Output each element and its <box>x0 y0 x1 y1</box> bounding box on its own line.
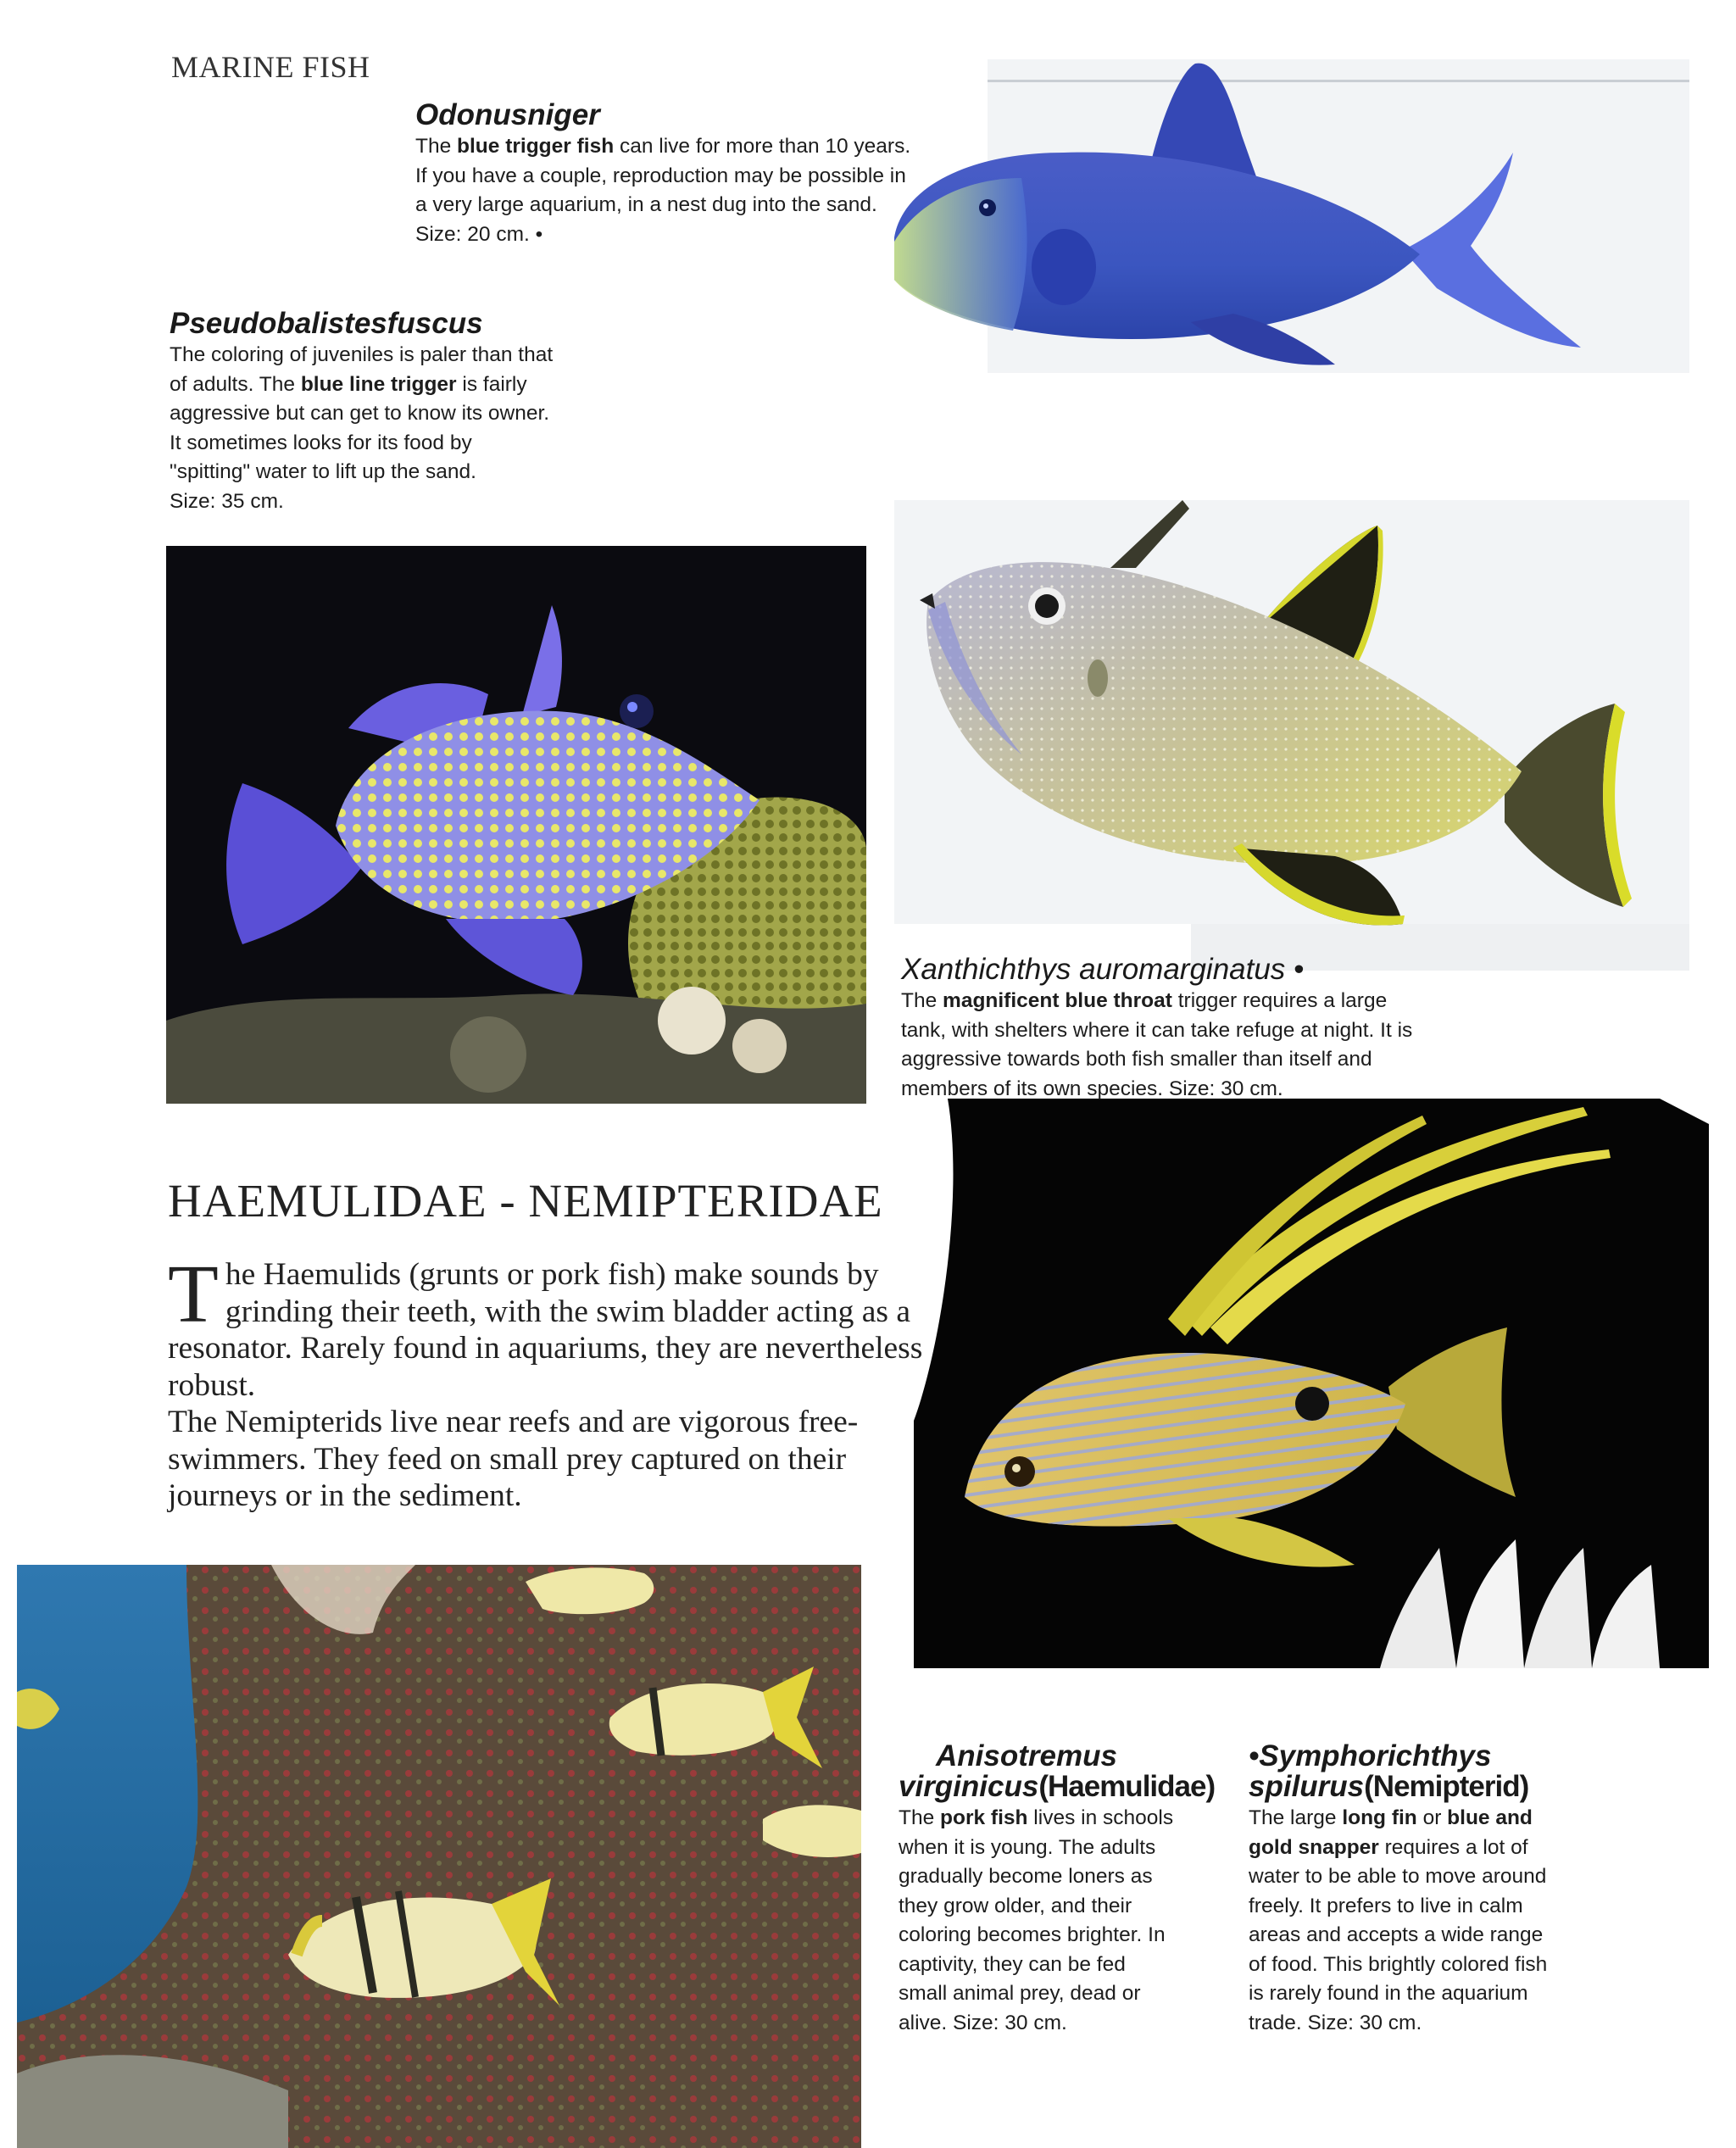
symphorichthys-entry <box>1249 1741 1622 2038</box>
species-caption <box>170 341 627 516</box>
caption-text: a very large aquarium, in a nest dug into the sand. <box>415 193 877 216</box>
species-title: Pseudobalistesfuscus <box>170 307 483 340</box>
species-title: Odonusniger <box>415 98 600 131</box>
caption-text: It sometimes looks for its food by <box>170 431 472 454</box>
symphorichthys-photo <box>914 1099 1709 1668</box>
caption-line <box>901 1045 1511 1075</box>
caption-line <box>899 1979 1238 2009</box>
species-name-italic: virginicus <box>899 1770 1039 1803</box>
caption-line <box>1249 1862 1622 1892</box>
caption-text: trade. Size: 30 cm. <box>1249 2011 1422 2034</box>
section-intro <box>168 1249 948 1515</box>
caption-text: The <box>415 135 458 158</box>
caption-text: when it is young. The adults <box>899 1835 1156 1859</box>
species-title-line2 <box>1249 1772 1622 1802</box>
caption-text: trigger requires a large <box>1171 989 1388 1012</box>
caption-line <box>1249 1892 1622 1922</box>
odonus-niger-entry <box>415 98 992 249</box>
species-title-line2 <box>899 1772 1238 1802</box>
caption-text: water to be able to move around <box>1249 1865 1547 1888</box>
intro-paragraph-1 <box>168 1249 948 1404</box>
caption-text: small animal prey, dead or <box>899 1982 1141 2005</box>
species-title <box>1249 1741 1622 1802</box>
caption-text: The coloring of juveniles is paler than that <box>170 343 554 366</box>
caption-bold-phrase: pork fish <box>940 1806 1028 1829</box>
caption-line <box>170 429 627 459</box>
caption-line <box>415 220 992 250</box>
caption-bold-phrase: long fin <box>1342 1806 1417 1829</box>
caption-text: members of its own species. Size: 30 cm. <box>901 1077 1283 1100</box>
caption-text: can live for more than 10 years. <box>614 135 911 158</box>
caption-text: alive. Size: 30 cm. <box>899 2011 1067 2034</box>
caption-text: freely. It prefers to live in calm <box>1249 1894 1523 1917</box>
caption-text: The large <box>1249 1806 1343 1829</box>
caption-line <box>415 132 992 162</box>
species-caption <box>901 987 1511 1104</box>
running-head: MARINE FISH <box>171 50 370 84</box>
caption-text: they grow older, and their <box>899 1894 1132 1917</box>
species-title <box>899 1741 1238 1802</box>
caption-text: Size: 35 cm. <box>170 489 284 513</box>
caption-text: aggressive towards both fish smaller than itself and <box>901 1048 1372 1071</box>
anisotremus-photo <box>17 1565 861 2148</box>
caption-line <box>170 399 627 429</box>
caption-line <box>901 987 1511 1016</box>
pseudobalistes-fuscus-entry <box>170 307 627 516</box>
pseudobalistes-fuscus-photo <box>166 546 866 1104</box>
odonus-niger-photo <box>894 59 1689 373</box>
section-heading: HAEMULIDAE - NEMIPTERIDAE <box>168 1175 883 1227</box>
caption-line <box>1249 1834 1622 1863</box>
caption-line <box>170 458 627 487</box>
caption-line <box>899 1834 1238 1863</box>
caption-line <box>899 1862 1238 1892</box>
xanthichthys-entry <box>901 953 1511 1104</box>
caption-text: gradually become loners as <box>899 1865 1153 1888</box>
caption-text: tank, with shelters where it can take refuge at night. It is <box>901 1018 1413 1042</box>
family-name: (Nemipterid) <box>1364 1770 1529 1803</box>
caption-line <box>1249 1921 1622 1950</box>
anisotremus-entry <box>899 1741 1238 2038</box>
caption-line <box>170 341 627 370</box>
caption-line <box>415 191 992 220</box>
caption-line <box>170 487 627 517</box>
caption-bold-phrase: gold snapper <box>1249 1835 1379 1859</box>
intro-paragraph-2: The Nemipterids live near reefs and are vigorous free-swimmers. They feed on small prey captured on their journeys or in the sediment. <box>168 1405 859 1513</box>
caption-text: areas and accepts a wide range <box>1249 1923 1544 1946</box>
intro-paragraph-1-text: he Haemulids (grunts or pork fish) make sounds by grinding their teeth, with the swim bladder acting as a resonator. Rarely found in aquariums, they are nevertheless robust. <box>168 1257 923 1403</box>
species-title-line1: •Symphorichthys <box>1249 1739 1492 1772</box>
caption-text: aggressive but can get to know its owner. <box>170 402 550 425</box>
caption-line <box>415 162 992 192</box>
caption-text: of food. This brightly colored fish <box>1249 1952 1548 1976</box>
caption-bold-phrase: magnificent blue throat <box>943 989 1172 1012</box>
caption-line <box>901 1016 1511 1046</box>
caption-text: is rarely found in the aquarium <box>1249 1982 1528 2005</box>
caption-line <box>899 2009 1238 2039</box>
caption-text: Size: 20 cm. • <box>415 222 543 246</box>
caption-bold-phrase: blue trigger fish <box>457 135 615 158</box>
caption-text: The <box>901 989 943 1012</box>
caption-text: requires a lot of <box>1378 1835 1528 1859</box>
caption-text: coloring becomes brighter. In <box>899 1923 1166 1946</box>
caption-text: of adults. The <box>170 372 301 396</box>
caption-bold-phrase: blue line trigger <box>300 372 457 396</box>
caption-line <box>1249 1950 1622 1980</box>
caption-bold-phrase: blue and <box>1447 1806 1533 1829</box>
species-name-italic: spilurus <box>1249 1770 1365 1803</box>
caption-line <box>901 1075 1511 1105</box>
caption-text: If you have a couple, reproduction may be possible in <box>415 164 906 187</box>
caption-text: captivity, they can be fed <box>899 1952 1126 1976</box>
species-title: Xanthichthys auromarginatus • <box>901 953 1305 986</box>
caption-line <box>899 1804 1238 1834</box>
caption-line <box>1249 1979 1622 2009</box>
caption-line <box>899 1950 1238 1980</box>
drop-cap: T <box>168 1249 219 1340</box>
xanthichthys-photo <box>894 500 1689 971</box>
caption-line <box>1249 1804 1622 1834</box>
caption-line <box>170 370 627 400</box>
caption-text: The <box>899 1806 941 1829</box>
caption-line <box>1249 2009 1622 2039</box>
caption-line <box>899 1892 1238 1922</box>
species-title-line1: Anisotremus <box>936 1739 1117 1772</box>
caption-text: "spitting" water to lift up the sand. <box>170 460 476 483</box>
caption-text: or <box>1416 1806 1448 1829</box>
caption-text: is fairly <box>456 372 527 396</box>
species-caption <box>899 1804 1238 2038</box>
family-name: (Haemulidae) <box>1038 1770 1216 1803</box>
species-caption <box>1249 1804 1622 2038</box>
caption-text: lives in schools <box>1027 1806 1174 1829</box>
species-caption <box>415 132 992 249</box>
caption-line <box>899 1921 1238 1950</box>
